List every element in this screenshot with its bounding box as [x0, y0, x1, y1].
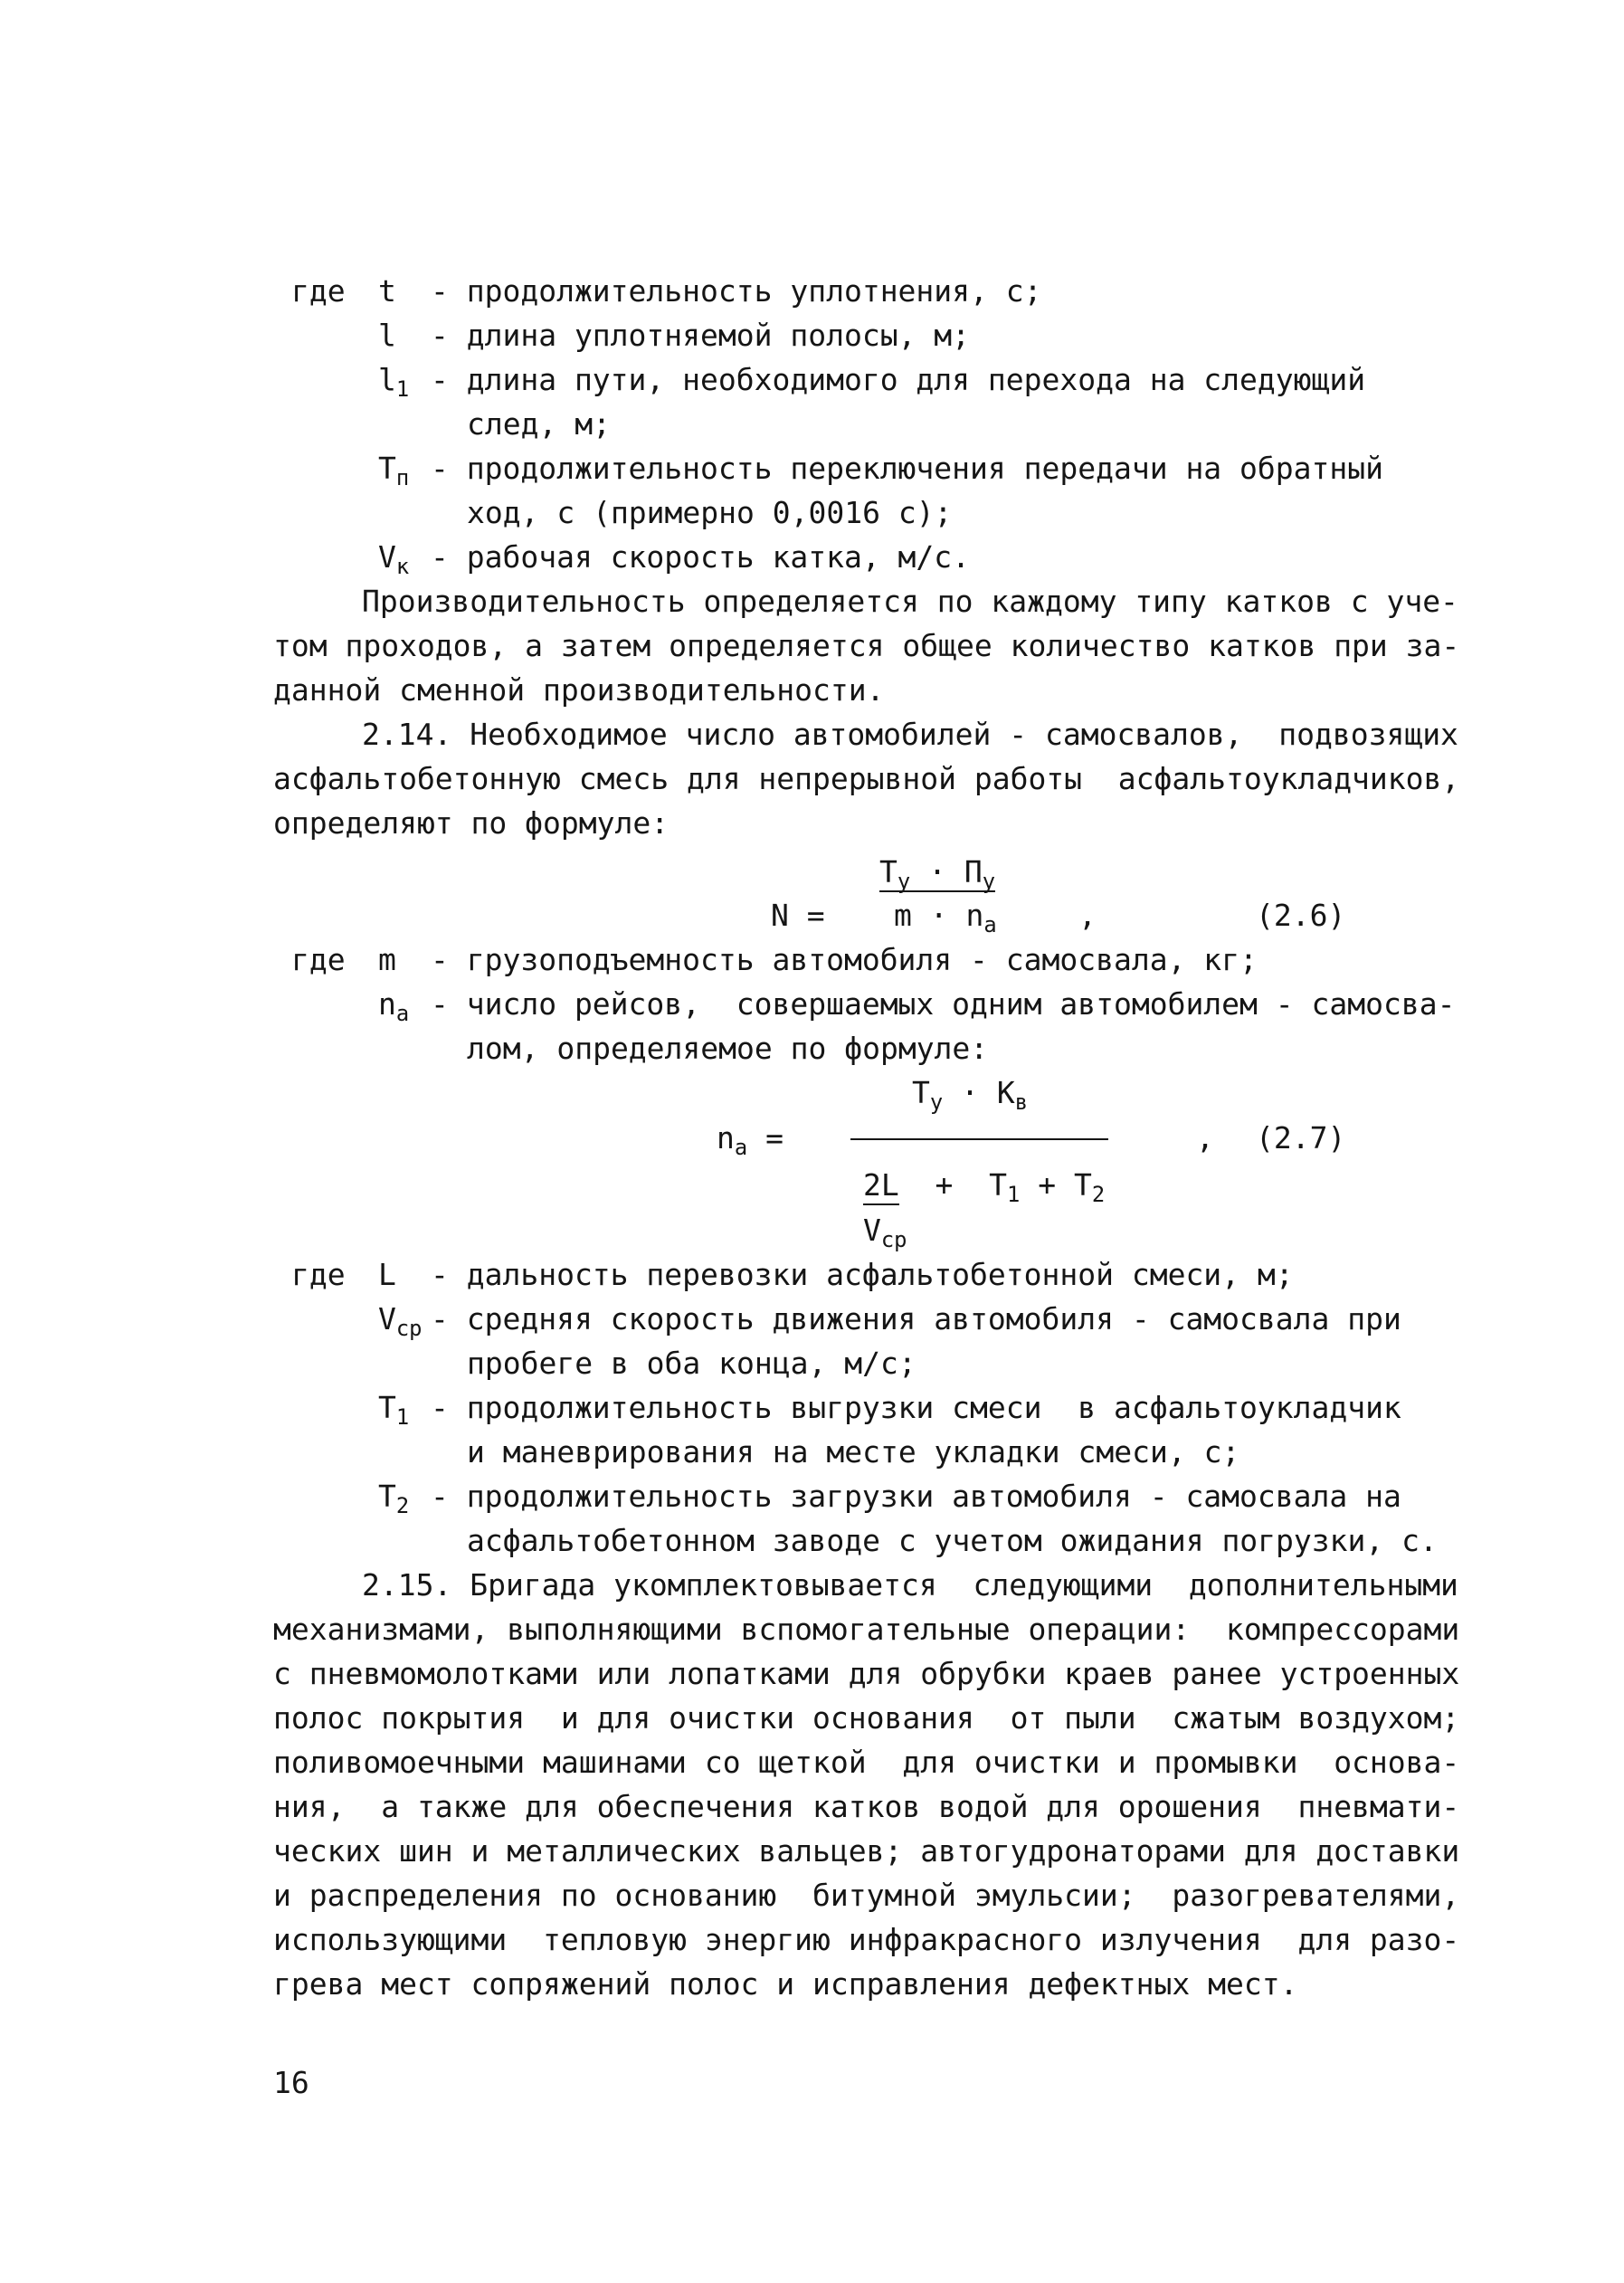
paragraph-line: данной сменной производительности.	[273, 672, 885, 708]
formula-2-6-numerator: $T_у \cdot П_у$	[879, 854, 995, 895]
paragraph-line: использующими тепловую энергию инфракрасного излучения для разо-	[273, 1922, 1460, 1957]
formula-2-6-lhs: N =	[771, 898, 825, 933]
def-symbol: $V_к$	[378, 539, 410, 580]
def-symbol: $T_2$	[378, 1479, 410, 1519]
def-text: - средняя скорость движения автомобиля - самосвала при	[431, 1301, 1401, 1337]
def-lead: где	[291, 273, 346, 309]
formula-2-6-label: (2.6)	[1256, 898, 1346, 933]
formula-2-7-numerator: $T_у \cdot K_в$	[912, 1075, 1028, 1116]
formula-2-7-fraction-bar	[850, 1138, 1108, 1140]
def-symbol: L	[378, 1257, 396, 1292]
def-lead: где	[291, 1257, 346, 1292]
def-symbol: $V_{ср}$	[378, 1301, 423, 1342]
def-text: - число рейсов, совершаемых одним автомобилем - самосва-	[431, 986, 1456, 1022]
page-number: 16	[273, 2065, 309, 2100]
def-continuation: и маневрирования на месте укладки смеси, с;	[467, 1434, 1240, 1470]
formula-2-7-comma: ,	[1196, 1120, 1214, 1156]
paragraph-line: ческих шин и металлических вальцев; автогудронаторами для доставки	[273, 1833, 1460, 1869]
def-continuation: лом, определяемое по формуле:	[467, 1031, 989, 1066]
def-continuation: асфальтобетонном заводе с учетом ожидания погрузки, с.	[467, 1523, 1438, 1558]
paragraph-line: и распределения по основанию битумной эмульсии; разогревателями,	[273, 1878, 1460, 1913]
paragraph-line: полос покрытия и для очистки основания от пыли сжатым воздухом;	[273, 1700, 1460, 1736]
paragraph-line: ния, а также для обеспечения катков водой для орошения пневмати-	[273, 1789, 1460, 1824]
formula-2-6-comma: ,	[1078, 898, 1097, 933]
def-text: - грузоподъемность автомобиля - самосвала, кг;	[431, 942, 1258, 977]
paragraph-line: том проходов, а затем определяется общее количество катков при за-	[273, 628, 1460, 663]
def-lead: где	[291, 942, 346, 977]
paragraph-line: 2.14. Необходимое число автомобилей - самосвалов, подвозящих	[362, 717, 1458, 752]
formula-2-7-label: (2.7)	[1256, 1120, 1346, 1156]
formula-2-7-lhs: $n_a$ =	[717, 1120, 784, 1161]
def-text: - рабочая скорость катка, м/с.	[431, 539, 971, 575]
def-symbol: m	[378, 942, 396, 977]
def-symbol: l	[378, 318, 396, 353]
def-symbol: t	[378, 273, 396, 309]
def-text: - длина уплотняемой полосы, м;	[431, 318, 971, 353]
def-text: - продолжительность выгрузки смеси в асфальтоукладчик	[431, 1390, 1401, 1425]
paragraph-line: асфальтобетонную смесь для непрерывной работы асфальтоукладчиков,	[273, 761, 1460, 796]
paragraph-line: определяют по формуле:	[273, 805, 670, 841]
paragraph-line: поливомоечными машинами со щеткой для очистки и промывки основа-	[273, 1745, 1460, 1780]
paragraph-line: механизмами, выполняющими вспомогательные операции: компрессорами	[273, 1612, 1460, 1647]
def-symbol: $n_a$	[378, 986, 410, 1027]
def-text: - продолжительность загрузки автомобиля - самосвала на	[431, 1479, 1401, 1514]
paragraph-line: 2.15. Бригада укомплектовывается следующими дополнительными	[362, 1567, 1458, 1603]
paragraph-line: с пневмомолотками или лопатками для обрубки краев ранее устроенных	[273, 1656, 1460, 1691]
def-text: - дальность перевозки асфальтобетонной смеси, м;	[431, 1257, 1294, 1292]
def-continuation: пробеге в оба конца, м/с;	[467, 1346, 916, 1381]
def-symbol: $l_1$	[378, 362, 410, 403]
paragraph-line: грева мест сопряжений полос и исправления дефектных мест.	[273, 1966, 1298, 2002]
formula-2-7-denominator: $2L + T_1 + T_2$	[863, 1167, 1106, 1208]
formula-2-7-sub-denominator: $V_{ср}$	[863, 1213, 907, 1253]
def-text: - длина пути, необходимого для перехода на следующий	[431, 362, 1366, 397]
def-symbol: $T_п$	[378, 451, 410, 491]
def-text: - продолжительность уплотнения, с;	[431, 273, 1042, 309]
paragraph-line: Производительность определяется по каждому типу катков с уче-	[362, 584, 1458, 619]
def-continuation: след, м;	[467, 406, 611, 442]
def-symbol: $T_1$	[378, 1390, 410, 1431]
formula-2-6-denominator: $m \cdot n_a$	[894, 898, 997, 938]
def-continuation: ход, с (примерно 0,0016 с);	[467, 495, 953, 530]
def-text: - продолжительность переключения передачи на обратный	[431, 451, 1383, 486]
